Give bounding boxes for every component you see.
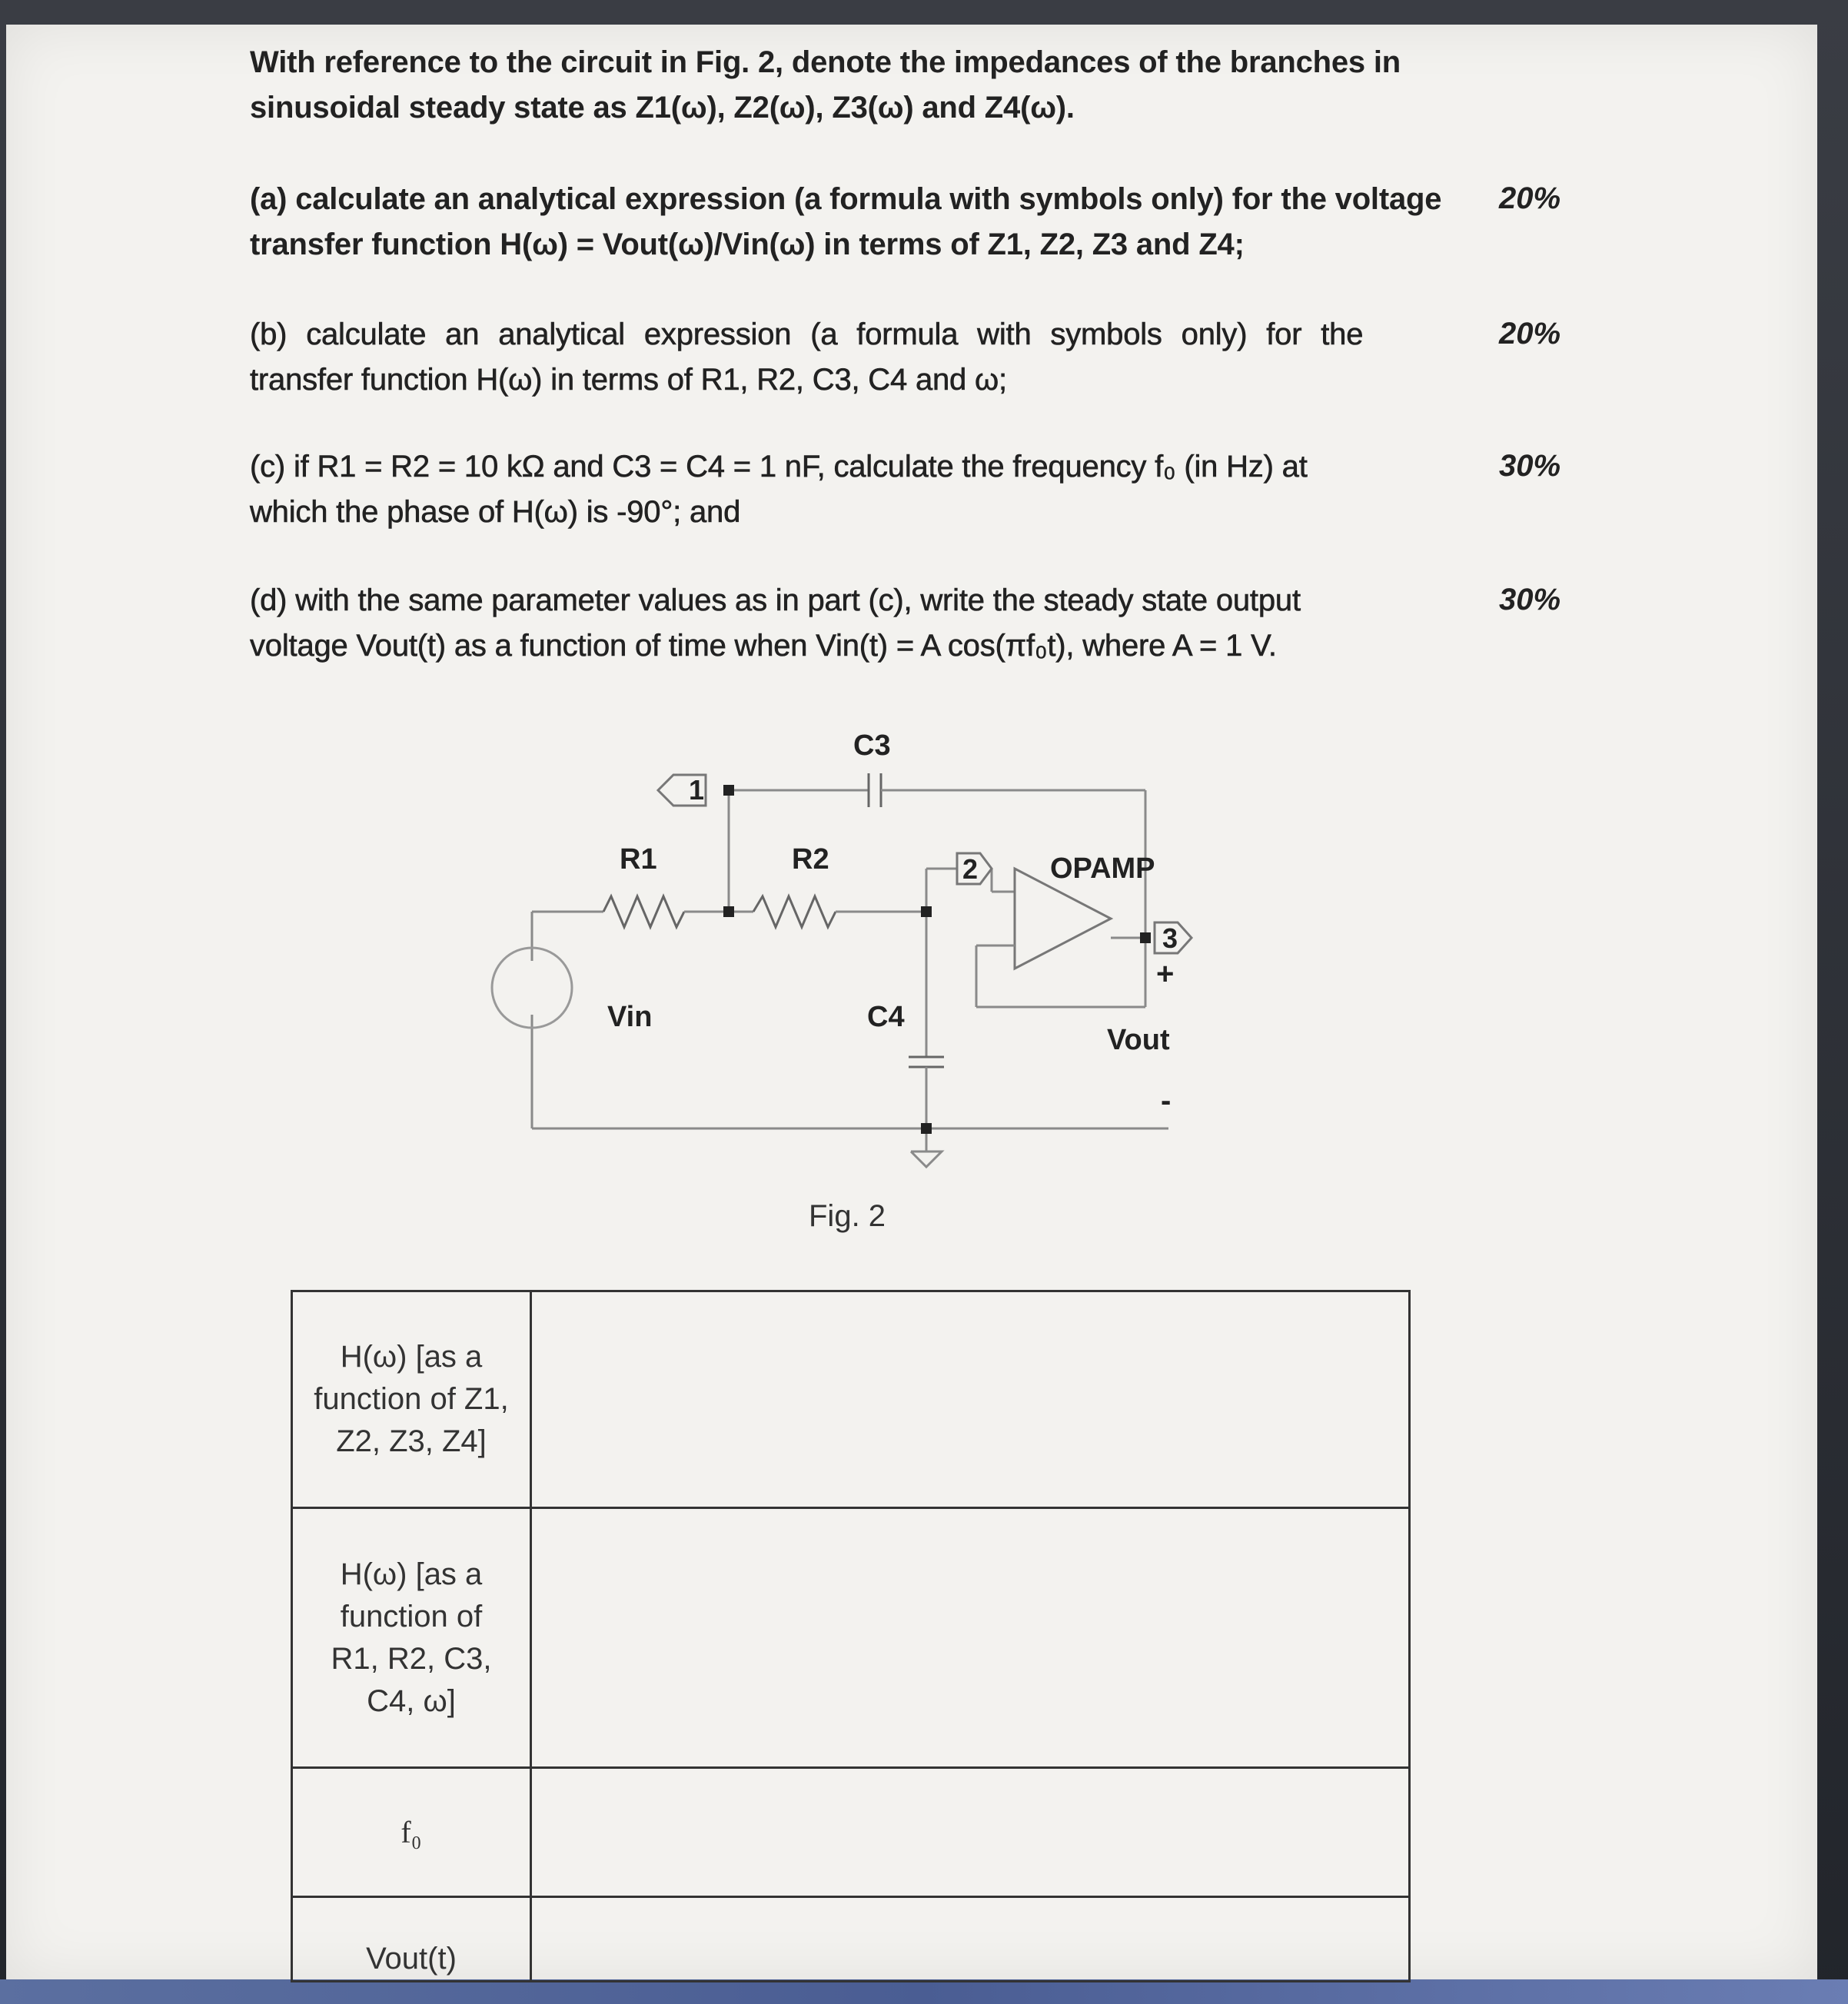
answer-cell-h-z[interactable] (531, 1291, 1410, 1508)
c4-label: C4 (867, 1001, 905, 1033)
vout-label: Vout (1107, 1024, 1170, 1056)
node-2-label: 2 (962, 853, 979, 885)
table-row (292, 1768, 1410, 1897)
row-label-line: R1, R2, C3, (331, 1641, 492, 1676)
intro-line-1: With reference to the circuit in Fig. 2, denote the impedances of the branches in (250, 45, 1401, 79)
table-row (292, 1291, 1410, 1508)
row-label-line: function of Z1, (314, 1382, 509, 1416)
node-3-label: 3 (1162, 922, 1178, 954)
node-dot-mid (723, 906, 734, 917)
table-row (292, 1508, 1410, 1768)
question-a (250, 177, 1449, 268)
node-dot-3 (1140, 932, 1151, 943)
row-label-line: H(ω) [as a (340, 1340, 483, 1374)
r2-label: R2 (792, 843, 829, 876)
answer-cell-f0[interactable] (531, 1768, 1410, 1897)
question-a-line-2: transfer function H(ω) = Vout(ω)/Vin(ω) in terms of Z1, Z2, Z3 and Z4; (250, 228, 1245, 261)
question-c-line-1: (c) if R1 = R2 = 10 kΩ and C3 = C4 = 1 nF, calculate the frequency f₀ (in Hz) at (250, 450, 1308, 484)
circuit-diagram (461, 707, 1245, 1184)
row-label-line: Vout(t) (366, 1942, 457, 1976)
row-label-f0 (292, 1768, 531, 1897)
vout-minus-sign: - (1161, 1084, 1172, 1118)
row-label-line: Z2, Z3, Z4] (336, 1424, 487, 1458)
question-d-line-2: voltage Vout(t) as a function of time when Vin(t) = A cos(πf₀t), where A = 1 V. (250, 629, 1277, 663)
row-label-line: f₀ (401, 1815, 422, 1849)
intro-paragraph (250, 40, 1449, 131)
question-b-line-2: transfer function H(ω) in terms of R1, R2, C3, C4 and ω; (250, 363, 1007, 397)
opamp-label: OPAMP (1050, 852, 1155, 885)
table-row (292, 1897, 1410, 1982)
question-a-line-1: (a) calculate an analytical expression (a formula with symbols only) for the voltage (250, 182, 1442, 216)
question-d-weight: 30% (1499, 583, 1561, 616)
figure-caption: Fig. 2 (809, 1199, 886, 1233)
answer-cell-h-rc[interactable] (531, 1508, 1410, 1768)
r2-zigzag (753, 896, 836, 927)
c3-label: C3 (853, 729, 891, 762)
vin-label: Vin (607, 1001, 653, 1033)
row-label-h-z (292, 1291, 531, 1508)
row-label-h-rc (292, 1508, 531, 1768)
row-label-line: H(ω) [as a (340, 1557, 483, 1591)
r1-label: R1 (620, 843, 657, 876)
row-label-line: C4, ω] (367, 1683, 456, 1718)
ground-symbol (911, 1152, 942, 1167)
question-d-line-1: (d) with the same parameter values as in part (c), write the steady state output (250, 583, 1301, 617)
row-label-vout (292, 1897, 531, 1982)
question-c (250, 444, 1449, 535)
question-b (250, 312, 1449, 403)
node-dot-1 (723, 785, 734, 796)
question-d (250, 578, 1449, 669)
vout-plus-sign: + (1156, 957, 1175, 991)
row-label-line: function of (340, 1599, 483, 1633)
taskbar-strip (0, 1979, 1848, 2004)
answer-cell-vout[interactable] (531, 1897, 1410, 1982)
node-dot-2 (921, 906, 932, 917)
question-c-line-2: which the phase of H(ω) is -90°; and (250, 495, 741, 529)
answer-table (291, 1290, 1411, 1982)
question-b-weight: 20% (1499, 317, 1561, 351)
r1-zigzag (603, 896, 684, 927)
question-a-weight: 20% (1499, 181, 1561, 215)
question-b-line-1: (b) calculate an analytical expression (a formula with symbols only) for the (250, 317, 1364, 351)
question-c-weight: 30% (1499, 449, 1561, 483)
intro-line-2: sinusoidal steady state as Z1(ω), Z2(ω), Z3(ω) and Z4(ω). (250, 91, 1075, 125)
node-1-label: 1 (689, 774, 705, 806)
node-dot-ground (921, 1123, 932, 1134)
